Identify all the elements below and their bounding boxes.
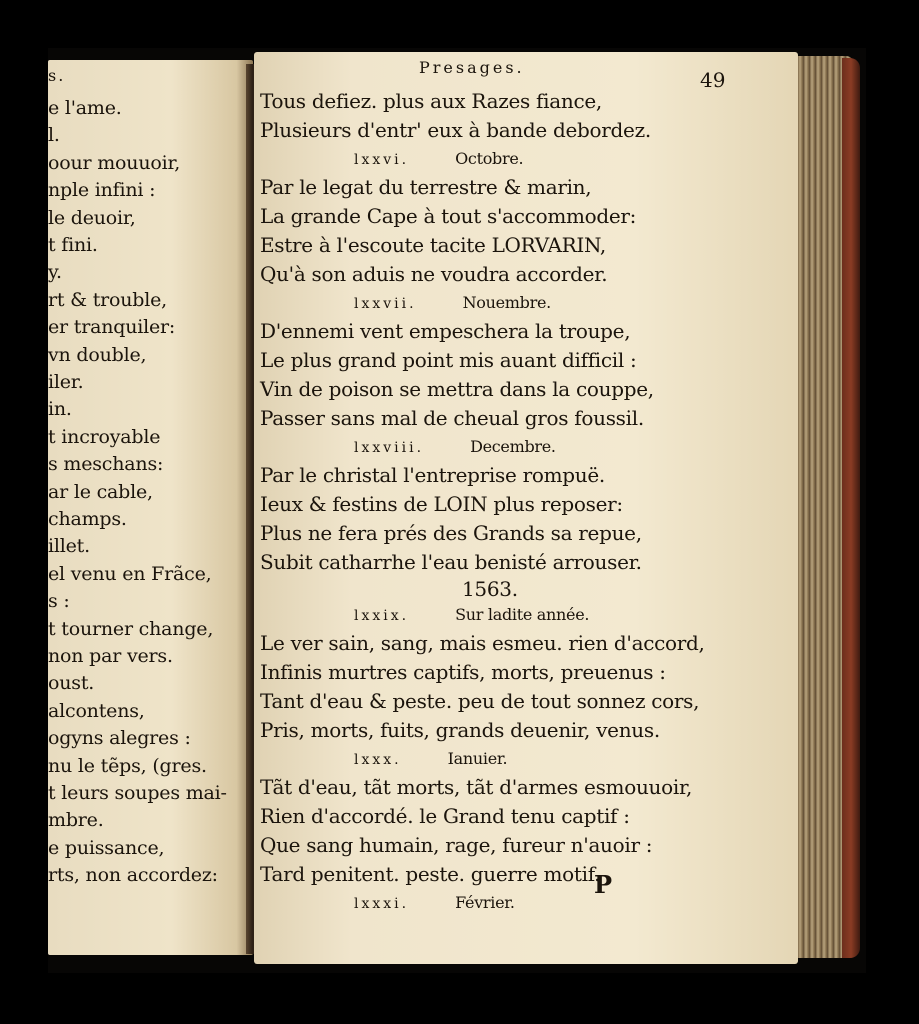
- left-text-line: vn double,: [48, 343, 147, 366]
- left-text-line: nu le tẽps, (gres.: [48, 754, 207, 777]
- verse-line: Tard penitent. peste. guerre motif.: [260, 862, 601, 886]
- left-text-line: iler.: [48, 371, 84, 393]
- verse-line: Tãt d'eau, tãt morts, tãt d'armes esmouuoir,: [260, 775, 693, 799]
- signature-mark: P: [594, 870, 613, 899]
- quatrain-heading: [354, 890, 515, 917]
- left-text-line: e puissance,: [48, 836, 165, 859]
- left-text-line: mbre.: [48, 809, 104, 832]
- month-label: Février.: [455, 893, 515, 912]
- left-text-line: t tourner change,: [48, 617, 214, 640]
- left-text-line: champs.: [48, 508, 127, 530]
- verse-line: Rien d'accordé. le Grand tenu captif :: [260, 804, 630, 828]
- quatrain-heading: [354, 602, 589, 629]
- quatrain-heading: [354, 146, 523, 173]
- left-text-line: oour mouuoir,: [48, 151, 181, 174]
- verse-line: Par le christal l'entreprise rompuë.: [260, 463, 605, 487]
- verse-line: Par le legat du terrestre & marin,: [260, 175, 592, 199]
- verse-line: Que sang humain, rage, fureur n'auoir :: [260, 833, 653, 857]
- month-label: Decembre.: [470, 437, 556, 456]
- left-text-line: el venu en Frãce,: [48, 562, 212, 585]
- verse-line: Le plus grand point mis auant difficil :: [260, 348, 637, 372]
- left-text-line: er tranquiler:: [48, 316, 176, 339]
- quatrain-heading: [354, 746, 507, 773]
- verse-line: Passer sans mal de cheual gros foussil.: [260, 406, 644, 430]
- month-label: Octobre.: [455, 149, 524, 168]
- verse-line: Subit catharrhe l'eau benisté arrouser.: [260, 550, 642, 574]
- verse-line: Pris, morts, fuits, grands deuenir, venus.: [260, 718, 660, 742]
- verse-line: Infinis murtres captifs, morts, preuenus :: [260, 660, 666, 684]
- left-text-line: ogyns alegres :: [48, 727, 191, 750]
- verse-line: Plusieurs d'entr' eux à bande debordez.: [260, 118, 651, 142]
- verse-line: Vin de poison se mettra dans la couppe,: [260, 377, 654, 401]
- left-text-line: le deuoir,: [48, 206, 136, 229]
- quatrain-number: lxxvii.: [354, 296, 417, 312]
- quatrain-number: lxxx.: [354, 752, 402, 768]
- left-text-line: t leurs soupes mai-: [48, 782, 227, 804]
- left-running-head: s.: [48, 66, 66, 85]
- month-label: Nouembre.: [462, 293, 551, 312]
- verse-line: Tous defiez. plus aux Razes fiance,: [260, 89, 602, 113]
- left-text-line: y.: [48, 261, 62, 284]
- right-page: [254, 52, 798, 964]
- left-page: [48, 60, 253, 955]
- year-heading: 1563.: [462, 577, 518, 601]
- left-text-line: l.: [48, 124, 60, 147]
- book-cover-edge: [842, 58, 860, 958]
- quatrain-number: lxxvi.: [354, 152, 410, 168]
- verse-line: Le ver sain, sang, mais esmeu. rien d'accord,: [260, 631, 705, 655]
- left-text-line: t incroyable: [48, 425, 161, 448]
- left-text-line: rt & trouble,: [48, 288, 168, 311]
- verse-line: Tant d'eau & peste. peu de tout sonnez cors,: [260, 689, 700, 713]
- verse-line: Ieux & festins de LOIN plus reposer:: [260, 492, 623, 516]
- month-label: Sur ladite année.: [455, 605, 590, 624]
- running-head: Presages.: [419, 58, 525, 77]
- left-text-line: in.: [48, 398, 72, 421]
- quatrain-number: lxxix.: [354, 608, 410, 624]
- verse-line: Plus ne fera prés des Grands sa repue,: [260, 521, 642, 545]
- left-text-line: s :: [48, 590, 70, 613]
- verse-line: La grande Cape à tout s'accommoder:: [260, 204, 637, 228]
- left-text-line: nple infini :: [48, 179, 156, 202]
- month-label: Ianuier.: [447, 749, 508, 768]
- quatrain-number: lxxviii.: [354, 440, 425, 456]
- quatrain-number: lxxxi.: [354, 896, 410, 912]
- left-text-line: alcontens,: [48, 699, 145, 722]
- left-text-line: illet.: [48, 535, 90, 558]
- verse-line: Estre à l'escoute tacite LORVARIN,: [260, 233, 606, 257]
- left-text-line: t fini.: [48, 234, 98, 256]
- page-number: 49: [700, 68, 726, 92]
- left-text-line: s meschans:: [48, 453, 164, 476]
- quatrain-heading: [354, 290, 551, 317]
- verse-line: D'ennemi vent empeschera la troupe,: [260, 319, 631, 343]
- left-text-line: e l'ame.: [48, 97, 122, 119]
- left-text-line: rts, non accordez:: [48, 864, 218, 887]
- left-text-line: non par vers.: [48, 645, 173, 667]
- left-text-line: ar le cable,: [48, 480, 153, 503]
- left-text-line: oust.: [48, 672, 95, 695]
- verse-line: Qu'à son aduis ne voudra accorder.: [260, 262, 608, 286]
- quatrain-heading: [354, 434, 556, 461]
